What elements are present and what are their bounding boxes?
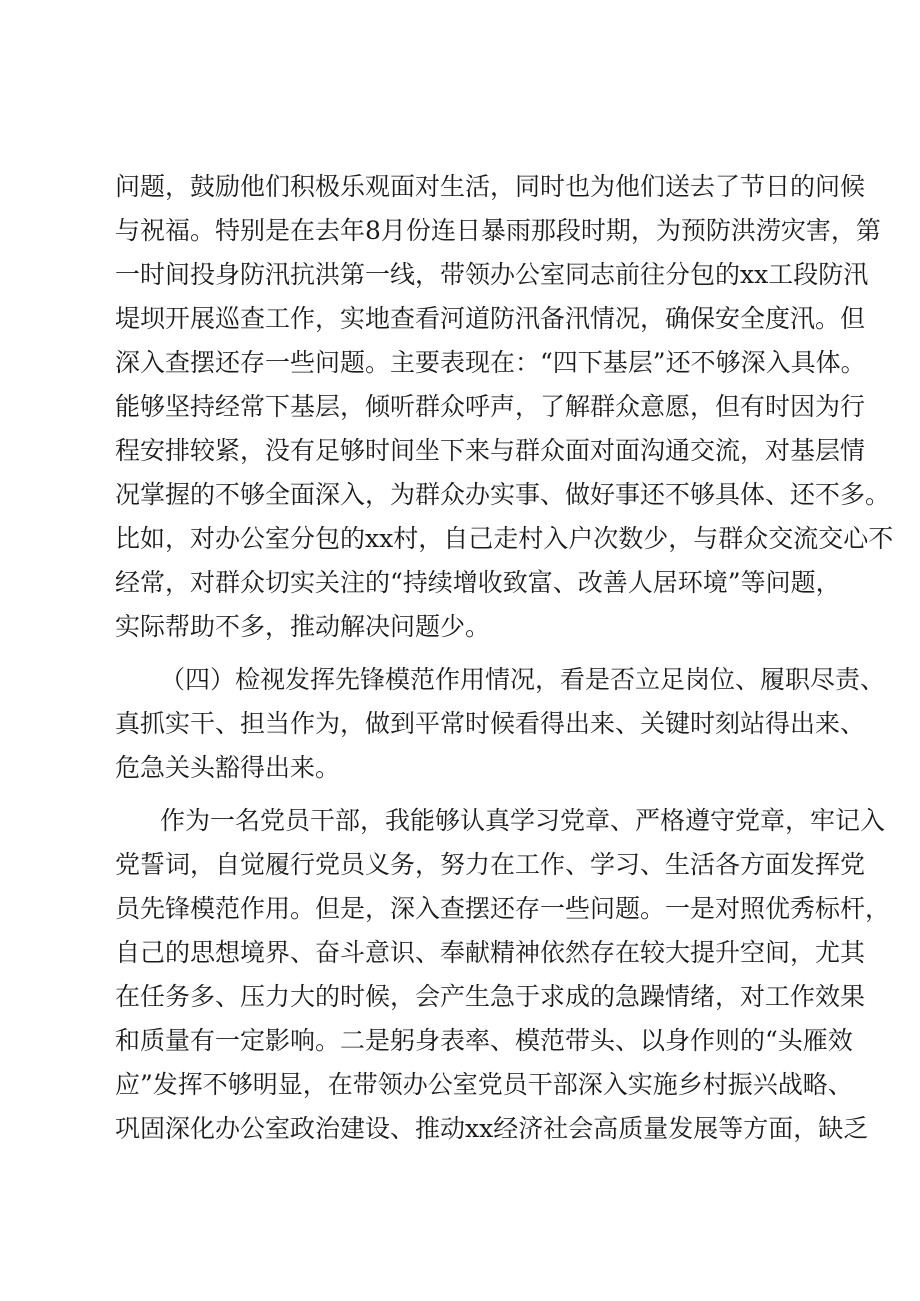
text-line: 员先锋模范作用。但是，深入查摆还存一些问题。一是对照优秀标杆， — [115, 894, 891, 923]
text-line: 党誓词，自觉履行党员义务，努力在工作、学习、生活各方面发挥党 — [115, 850, 866, 879]
text-line: 巩固深化办公室政治建设、推动xx经济社会高质量发展等方面，缺乏 — [115, 1114, 869, 1143]
text-line: 一时间投身防汛抗洪第一线，带领办公室同志前往分包的xx工段防汛 — [115, 260, 869, 289]
text-line: 问题，鼓励他们积极乐观面对生活，同时也为他们送去了节日的问候 — [115, 172, 866, 201]
text-line: 况掌握的不够全面深入，为群众办实事、做好事还不够具体、还不多。 — [115, 480, 891, 509]
section-heading-line: （四）检视发挥先锋模范作用情况，看是否立足岗位、履职尽责、 — [160, 665, 886, 694]
section-heading-line: 危急关头豁得出来。 — [115, 753, 341, 782]
text-line: 经常，对群众切实关注的“持续增收致富、改善人居环境”等问题， — [115, 568, 841, 597]
text-line: 程安排较紧，没有足够时间坐下来与群众面对面沟通交流，对基层情 — [115, 436, 866, 465]
text-line: 堤坝开展巡查工作，实地查看河道防汛备汛情况，确保安全度汛。但 — [115, 304, 866, 333]
text-line: 作为一名党员干部，我能够认真学习党章、严格遵守党章，牢记入 — [160, 806, 886, 835]
section-heading-line: 真抓实干、担当作为，做到平常时候看得出来、关键时刻站得出来、 — [115, 709, 866, 738]
text-line: 实际帮助不多，推动解决问题少。 — [115, 612, 491, 641]
text-line: 与祝福。特别是在去年8月份连日暴雨那段时期，为预防洪涝灾害，第 — [115, 216, 881, 245]
text-line: 自己的思想境界、奋斗意识、奉献精神依然存在较大提升空间，尤其 — [115, 938, 866, 967]
text-line: 在任务多、压力大的时候，会产生急于求成的急躁情绪，对工作效果 — [115, 982, 866, 1011]
text-line: 和质量有一定影响。二是躬身表率、模范带头、以身作则的“头雁效 — [115, 1026, 853, 1055]
text-line: 能够坚持经常下基层，倾听群众呼声，了解群众意愿，但有时因为行 — [115, 392, 866, 421]
text-line: 应”发挥不够明显，在带领办公室党员干部深入实施乡村振兴战略、 — [115, 1070, 853, 1099]
text-line: 比如，对办公室分包的xx村，自己走村入户次数少，与群众交流交心不 — [115, 524, 894, 553]
text-line: 深入查摆还存一些问题。主要表现在：“四下基层”还不够深入具体。 — [115, 348, 866, 377]
